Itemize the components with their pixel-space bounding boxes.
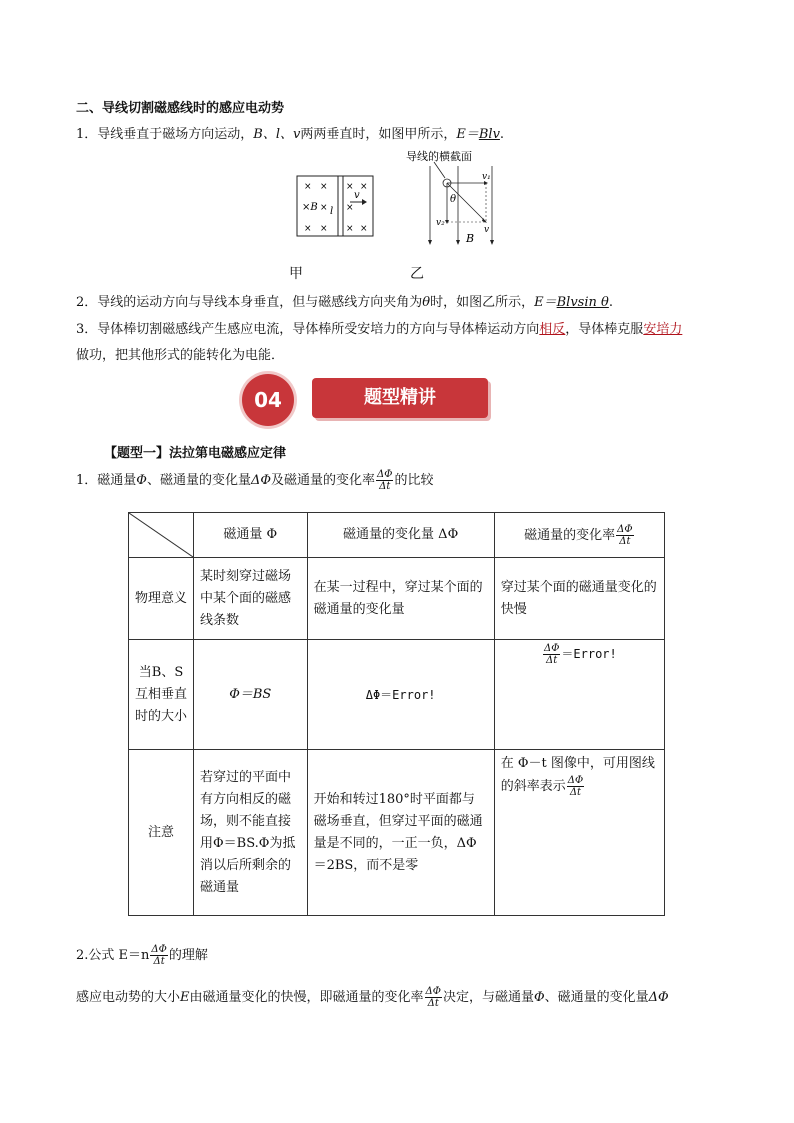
- cross-2: ×: [320, 182, 328, 192]
- table-header: [494, 513, 664, 558]
- table-cell: 若穿过的平面中有方向相反的磁场，则不能直接用Φ＝BS.Φ为抵消以后所剩余的磁通量: [194, 750, 308, 916]
- fig-yi-title: 导线的横截面: [406, 150, 472, 163]
- frac-den: Δt: [153, 956, 165, 967]
- row-label: 当B、S互相垂直时的大小: [129, 640, 194, 750]
- label-l: l: [330, 206, 334, 217]
- table-header: 磁通量的变化量 ΔΦ: [307, 513, 494, 558]
- table-cell: 穿过某个面的磁通量变化的快慢: [494, 558, 664, 640]
- cell-slope-text: 在 Φ－t 图像中，可用图线的斜率表示: [500, 756, 655, 794]
- caption-yi: 乙: [410, 266, 424, 282]
- section-number-badge: 04: [242, 374, 294, 426]
- frac-num: ΔΦ: [543, 643, 560, 654]
- diagonal-header-cell: [129, 513, 194, 558]
- label-v: v: [354, 190, 360, 201]
- item2-text: [76, 291, 613, 310]
- row-label: 物理意义: [129, 558, 194, 640]
- final-a: 感应电动势的大小: [76, 990, 181, 1005]
- item3-a: 3．导体棒切割磁感线产生感应电流，导体棒所受安培力的方向与导体棒运动方向: [76, 322, 540, 337]
- item2-formula-lhs: E＝: [534, 295, 557, 310]
- cell-error: ＝Error!: [561, 647, 617, 661]
- header-rate-fraction: [616, 524, 633, 547]
- type1-item1-prefix: 1．磁通量: [76, 473, 137, 488]
- label-v1: v₁: [482, 172, 491, 182]
- item2-formula: Blvsin θ: [556, 295, 609, 310]
- caption-jia: 甲: [289, 266, 303, 282]
- frac-num: ΔΦ: [425, 986, 441, 997]
- table-header-row: [129, 513, 665, 558]
- final-d: 、磁通量的变化量: [544, 990, 649, 1005]
- item2-end: .: [608, 295, 613, 310]
- item1-mid: 两两垂直时，如图甲所示，: [300, 127, 457, 142]
- frac-den: Δt: [379, 481, 391, 492]
- final-fraction: [425, 986, 442, 1009]
- table-cell: 在某一过程中，穿过某个面的磁通量的变化量: [307, 558, 494, 640]
- item1-vars: B、l、v: [253, 127, 301, 142]
- section-banner-title: 题型精讲: [312, 378, 488, 418]
- cross-3: ×: [346, 182, 354, 192]
- item1-prefix: 1．导线垂直于磁场方向运动，: [76, 127, 254, 142]
- type1-item1: [76, 469, 433, 492]
- cross-9: ×: [346, 224, 354, 234]
- type1-phi: Φ: [136, 473, 147, 488]
- label-B-yi: B: [466, 232, 475, 245]
- figure-yi: [400, 148, 500, 248]
- final-b: 由磁通量变化的快慢，即磁通量的变化率: [189, 990, 424, 1005]
- formula2-prefix: 2.公式 E＝n: [76, 948, 150, 963]
- frac-den: Δt: [427, 998, 439, 1009]
- frac-den: Δt: [546, 655, 558, 666]
- table-cell: 某时刻穿过磁场中某个面的磁感线条数: [194, 558, 308, 640]
- label-B: ×B: [302, 202, 318, 213]
- final-c: 决定，与磁通量: [442, 990, 534, 1005]
- table-row: [129, 640, 665, 750]
- item3-b: ，导体棒克服: [565, 322, 644, 337]
- frac-num: ΔΦ: [151, 944, 167, 955]
- comparison-table: [128, 512, 665, 916]
- frac-num: ΔΦ: [567, 775, 584, 786]
- table-row: [129, 750, 665, 916]
- table-cell: [494, 750, 664, 916]
- cell-slope-fraction: [567, 775, 584, 798]
- cross-4: ×: [360, 182, 368, 192]
- figure-jia: [296, 172, 376, 240]
- formula2-end: 的理解: [168, 948, 208, 963]
- item2-prefix: 2．导线的运动方向与导线本身垂直，但与磁感线方向夹角为: [76, 295, 423, 310]
- table-row: [129, 558, 665, 640]
- row-label: 注意: [129, 750, 194, 916]
- item1-formula-lhs: E＝: [456, 127, 479, 142]
- table-cell: ΔΦ＝Error!: [307, 640, 494, 750]
- table-cell: [494, 640, 664, 750]
- cross-1: ×: [304, 182, 312, 192]
- type1-item1-mid: 、磁通量的变化量: [146, 473, 251, 488]
- cross-7: ×: [304, 224, 312, 234]
- type1-item1-mid2: 及磁通量的变化率: [271, 473, 376, 488]
- type1-item1-end: 的比较: [394, 473, 434, 488]
- section-title: 二、导线切割磁感线时的感应电动势: [76, 101, 285, 116]
- item3-line2: 做功，把其他形式的能转化为电能．: [76, 348, 285, 363]
- table-cell: [194, 640, 308, 750]
- item3-keyword-1: 相反: [539, 322, 566, 337]
- type1-dphi: ΔΦ: [250, 473, 272, 488]
- frac-den: Δt: [569, 787, 582, 798]
- item3-keyword-2: 安培力: [643, 322, 683, 337]
- item2-mid: 时，如图乙所示，: [430, 295, 535, 310]
- cross-6: ×: [346, 203, 354, 213]
- item1-end: .: [499, 127, 505, 142]
- frac-num: ΔΦ: [377, 469, 393, 480]
- table-header: 磁通量 Φ: [194, 513, 308, 558]
- cross-5: ×: [320, 203, 328, 213]
- item3-line1: [76, 318, 682, 337]
- frac-num: ΔΦ: [617, 523, 633, 535]
- cross-10: ×: [360, 224, 368, 234]
- item1-text: [76, 123, 504, 142]
- label-theta: θ: [450, 194, 457, 205]
- diagonal-line: [129, 513, 193, 557]
- cell-rate-fraction: [543, 643, 560, 666]
- header-rate-label: 磁通量的变化率: [524, 527, 616, 543]
- label-v-yi: v: [484, 225, 490, 235]
- final-phi: Φ: [533, 990, 545, 1005]
- item1-formula: Blv: [478, 127, 500, 142]
- type1-heading: 【题型一】法拉第电磁感应定律: [104, 446, 287, 461]
- table-cell: 开始和转过180°时平面都与磁场垂直，但穿过平面的磁通量是不同的，一正一负，ΔΦ＝2BS，而不是零: [307, 750, 494, 916]
- item2-theta: θ: [422, 295, 431, 310]
- label-v2: v₂: [436, 218, 445, 228]
- formula2-fraction: [150, 944, 167, 967]
- frac-den: Δt: [619, 535, 631, 547]
- cell-formula: Φ＝BS: [229, 686, 272, 702]
- final-dphi: ΔΦ: [648, 990, 669, 1005]
- rate-fraction: [376, 469, 393, 492]
- final-line: [76, 986, 669, 1009]
- formula2-line: [76, 944, 208, 967]
- final-e: E: [180, 990, 190, 1005]
- cross-8: ×: [320, 224, 328, 234]
